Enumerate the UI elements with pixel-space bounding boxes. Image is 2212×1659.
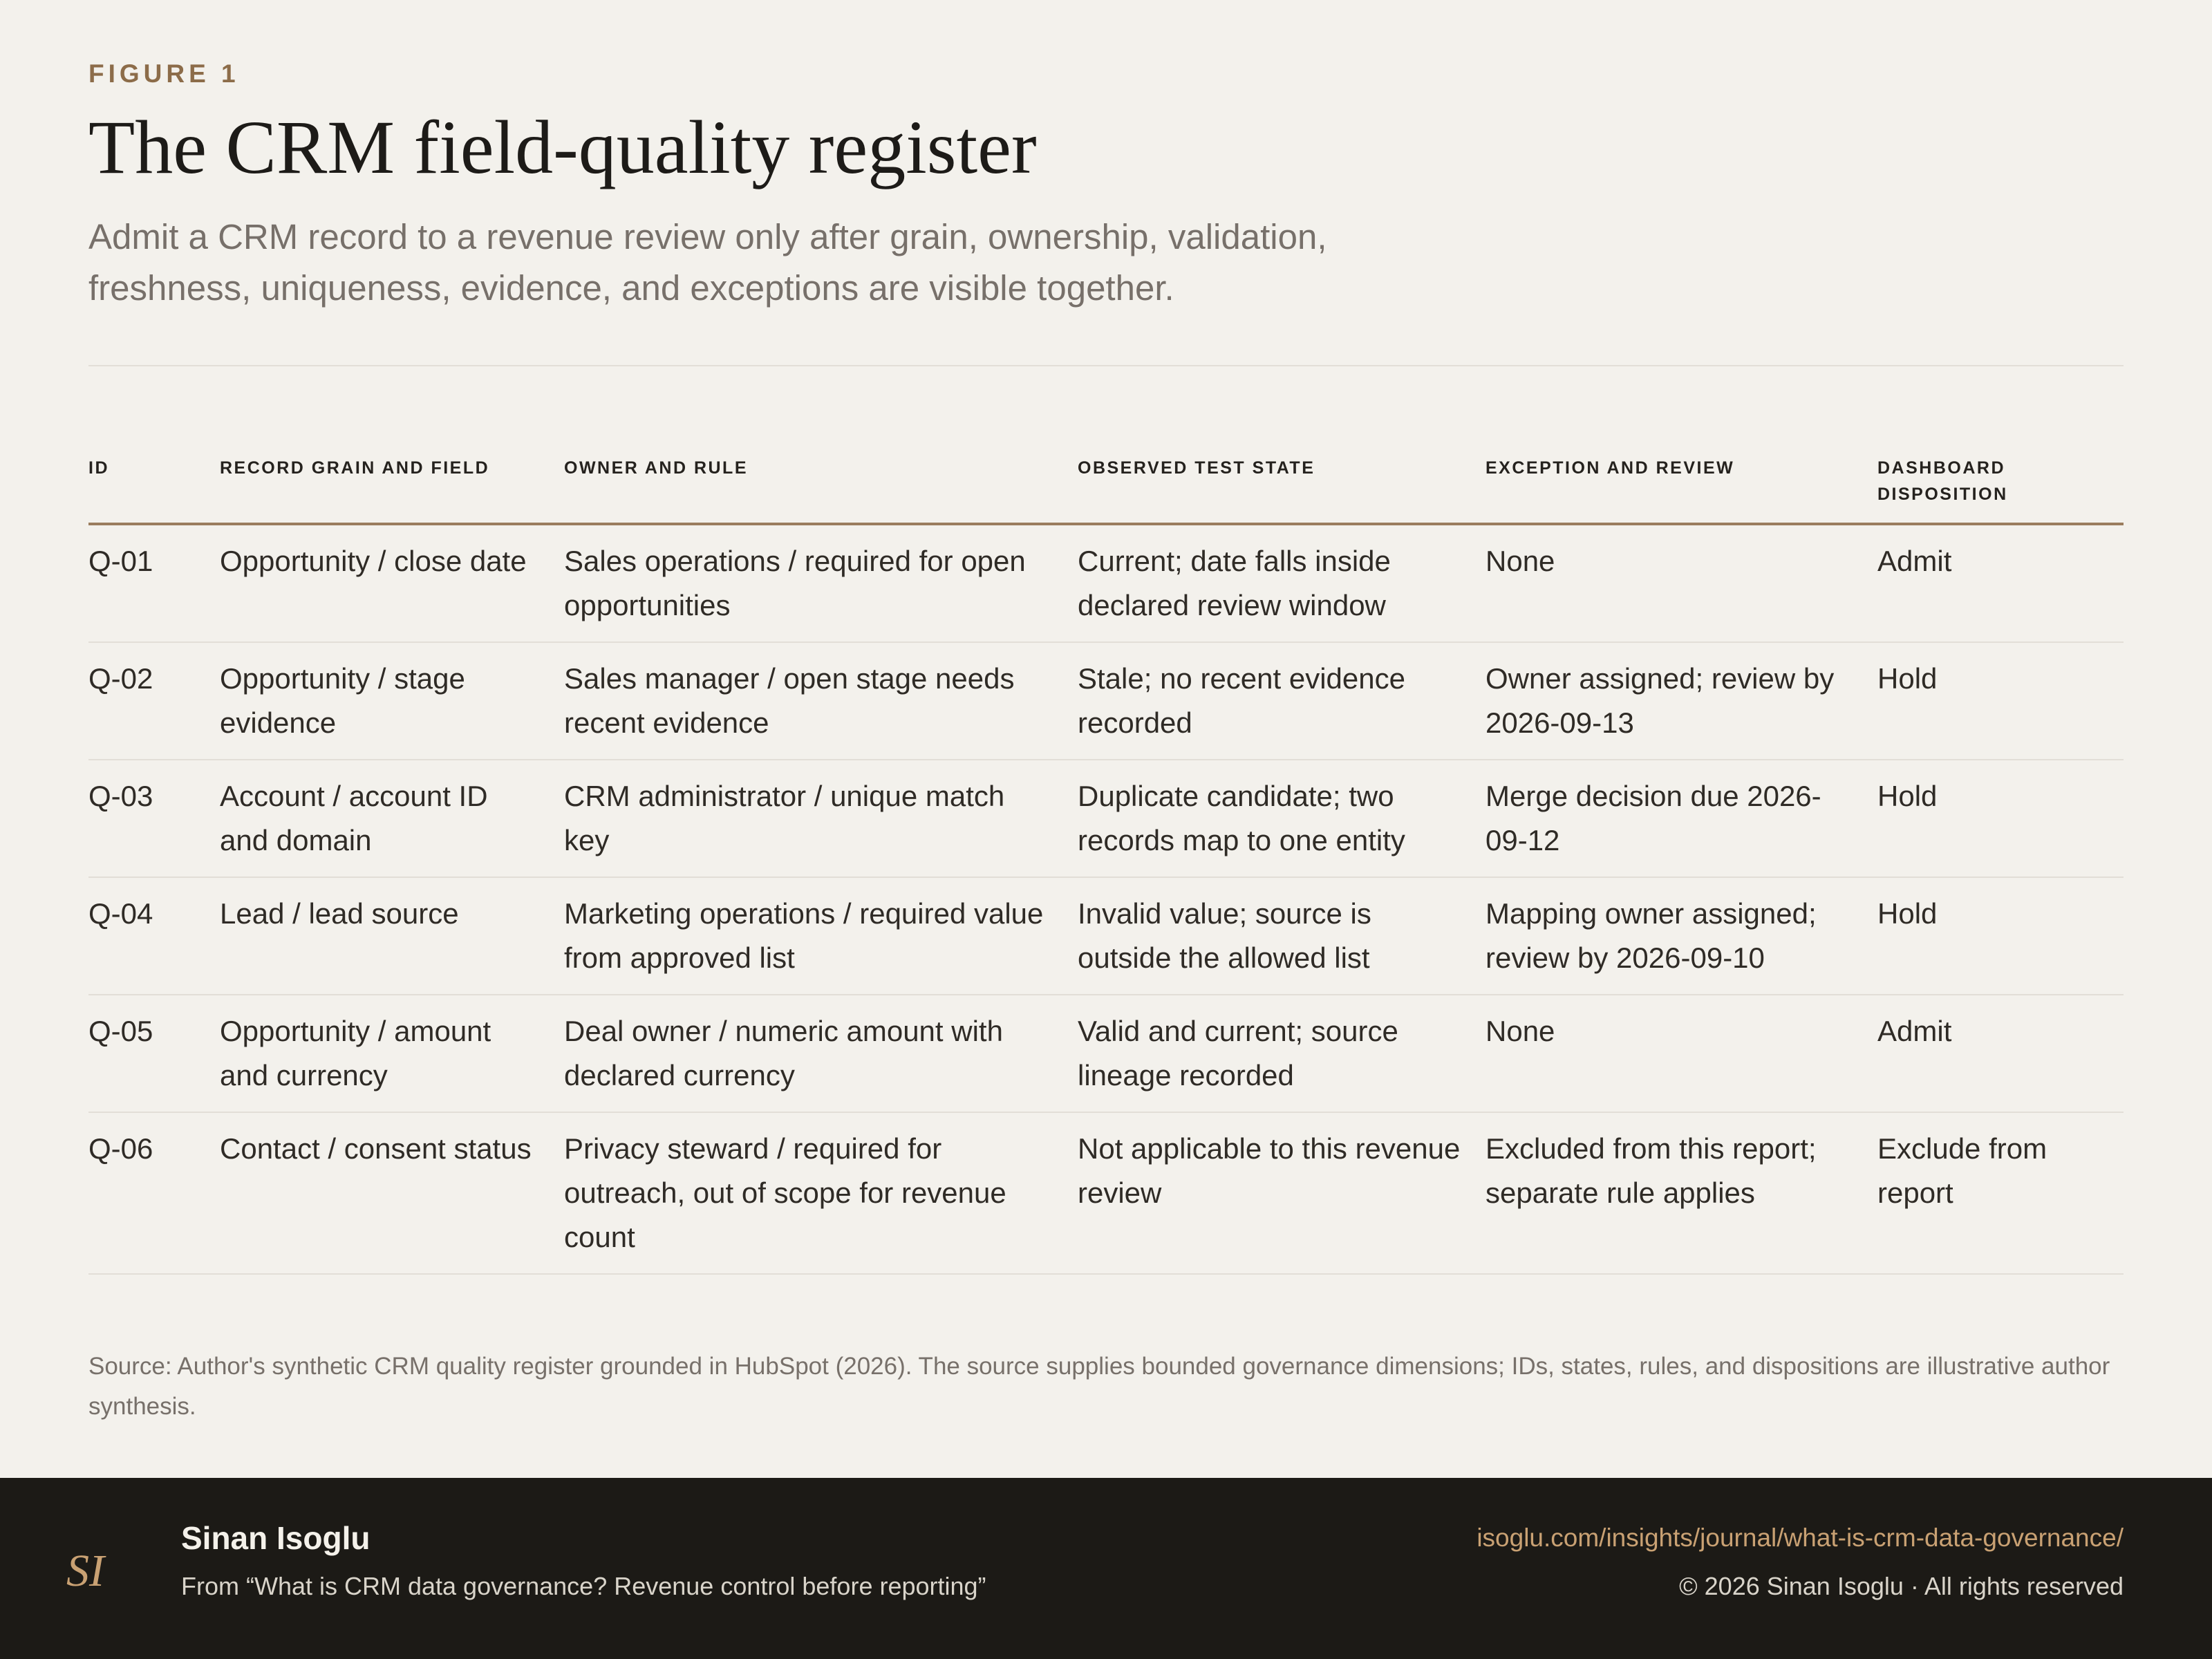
cell-owner-rule: Deal owner / numeric amount with declared currency [564,995,1078,1112]
header-test-state: OBSERVED TEST STATE [1078,455,1485,524]
cell-owner-rule: Sales operations / required for open opportunities [564,524,1078,642]
cell-record-grain: Opportunity / stage evidence [220,642,564,760]
cell-owner-rule: CRM administrator / unique match key [564,760,1078,877]
monogram-logo-icon [62,1539,118,1601]
cell-exception: None [1485,995,1877,1112]
cell-id: Q-01 [88,524,220,642]
cell-id: Q-05 [88,995,220,1112]
cell-id: Q-06 [88,1112,220,1274]
cell-disposition: Exclude from report [1877,1112,2124,1274]
cell-exception: Excluded from this report; separate rule applies [1485,1112,1877,1274]
cell-id: Q-03 [88,760,220,877]
header-id: ID [88,455,220,524]
article-link[interactable]: isoglu.com/insights/journal/what-is-crm-data-governance/ [1477,1524,2124,1552]
divider [88,365,2124,366]
footer [0,1478,2212,1659]
cell-record-grain: Lead / lead source [220,877,564,995]
source-note: Source: Author's synthetic CRM quality register grounded in HubSpot (2026). The source supplies bounded governance dimensions; IDs, states, rules, and dispositions are illustrative author synthesis. [88,1353,2110,1420]
table-row [88,877,2124,995]
cell-test-state: Valid and current; source lineage recorded [1078,995,1485,1112]
table-row [88,642,2124,760]
header-exception: EXCEPTION AND REVIEW [1485,455,1877,524]
cell-test-state: Not applicable to this revenue review [1078,1112,1485,1274]
author-name: Sinan Isoglu [181,1520,371,1556]
table-row [88,995,2124,1112]
cell-test-state: Stale; no recent evidence recorded [1078,642,1485,760]
cell-owner-rule: Marketing operations / required value from approved list [564,877,1078,995]
cell-id: Q-02 [88,642,220,760]
figure-label: FIGURE 1 [88,59,240,88]
cell-disposition: Hold [1877,760,2124,877]
cell-disposition: Admit [1877,995,2124,1112]
table-row [88,1112,2124,1274]
cell-exception: Mapping owner assigned; review by 2026-09-10 [1485,877,1877,995]
copyright-notice: © 2026 Sinan Isoglu · All rights reserved [1679,1572,2124,1600]
article-reference: From “What is CRM data governance? Revenue control before reporting” [181,1572,986,1600]
cell-owner-rule: Privacy steward / required for outreach, out of scope for revenue count [564,1112,1078,1274]
cell-record-grain: Account / account ID and domain [220,760,564,877]
cell-disposition: Hold [1877,877,2124,995]
cell-disposition: Admit [1877,524,2124,642]
cell-owner-rule: Sales manager / open stage needs recent evidence [564,642,1078,760]
cell-exception: Merge decision due 2026-09-12 [1485,760,1877,877]
cell-disposition: Hold [1877,642,2124,760]
table-row [88,524,2124,642]
header-disposition: DASHBOARD DISPOSITION [1877,455,2124,524]
cell-test-state: Invalid value; source is outside the allowed list [1078,877,1485,995]
table-row [88,760,2124,877]
figure-title: The CRM field-quality register [88,105,1037,189]
header-owner-rule: OWNER AND RULE [564,455,1078,524]
figure-subtitle: Admit a CRM record to a revenue review only after grain, ownership, validation, freshness, uniqueness, evidence, and exceptions are visible together. [88,217,1327,308]
cell-record-grain: Opportunity / amount and currency [220,995,564,1112]
table-header-row [88,455,2124,524]
cell-record-grain: Contact / consent status [220,1112,564,1274]
svg-text:SI: SI [66,1546,104,1596]
quality-register-table [88,455,2124,1275]
cell-record-grain: Opportunity / close date [220,524,564,642]
cell-test-state: Duplicate candidate; two records map to one entity [1078,760,1485,877]
cell-exception: Owner assigned; review by 2026-09-13 [1485,642,1877,760]
cell-test-state: Current; date falls inside declared review window [1078,524,1485,642]
cell-id: Q-04 [88,877,220,995]
header-record-grain: RECORD GRAIN AND FIELD [220,455,564,524]
cell-exception: None [1485,524,1877,642]
